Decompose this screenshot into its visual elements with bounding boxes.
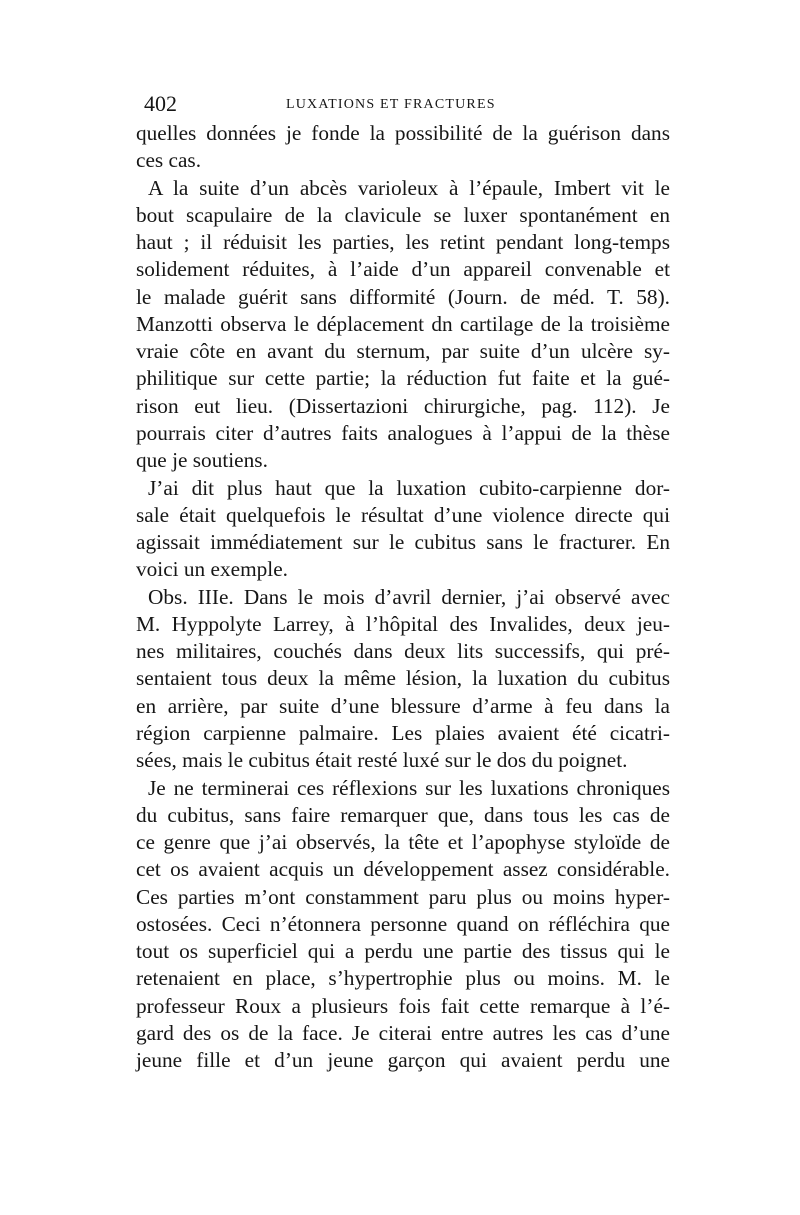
text-line: retenaient en place, s’hypertrophie plus ou moins. M. le (136, 966, 670, 990)
text-line: haut ; il réduisit les parties, les retint pendant long-temps (136, 230, 670, 254)
text-line: solidement réduites, à l’aide d’un appareil convenable et (136, 257, 670, 281)
text-line: pourrais citer d’autres faits analogues à l’appui de la thèse (136, 421, 670, 445)
text-line: sentaient tous deux la même lésion, la luxation du cubitus (136, 666, 670, 690)
text-line: sale était quelquefois le résultat d’une violence directe qui (136, 503, 670, 527)
text-line: nes militaires, couchés dans deux lits successifs, qui pré- (136, 639, 670, 663)
text-line: jeune fille et d’un jeune garçon qui avaient perdu une (136, 1048, 670, 1072)
text-line: voici un exemple. (136, 557, 288, 581)
text-line: du cubitus, sans faire remarquer que, dans tous les cas de (136, 803, 670, 827)
text-line: vraie côte en avant du sternum, par suite d’un ulcère sy- (136, 339, 670, 363)
text-line: que je soutiens. (136, 448, 268, 472)
text-line: sées, mais le cubitus était resté luxé sur le dos du poignet. (136, 748, 628, 772)
text-line: quelles données je fonde la possibilité de la guérison dans (136, 121, 670, 145)
text-line: Je ne terminerai ces réflexions sur les luxations chroniques (148, 776, 670, 800)
text-line: en arrière, par suite d’une blessure d’arme à feu dans la (136, 694, 670, 718)
text-line: ce genre que j’ai observés, la tête et l’apophyse styloïde de (136, 830, 670, 854)
page-number: 402 (144, 91, 177, 116)
text-line: bout scapulaire de la clavicule se luxer spontanément en (136, 203, 670, 227)
text-line: cet os avaient acquis un développement assez considérable. (136, 857, 670, 881)
text-line: tout os superficiel qui a perdu une partie des tissus qui le (136, 939, 670, 963)
running-title: LUXATIONS ET FRACTURES (286, 97, 496, 112)
text-line: professeur Roux a plusieurs fois fait cette remarque à l’é- (136, 994, 670, 1018)
text-line: Obs. IIIe. Dans le mois d’avril dernier, j’ai observé avec (148, 585, 670, 609)
text-line: A la suite d’un abcès varioleux à l’épaule, Imbert vit le (148, 176, 670, 200)
text-line: J’ai dit plus haut que la luxation cubito-carpienne dor- (148, 476, 670, 500)
text-line: agissait immédiatement sur le cubitus sans le fracturer. En (136, 530, 670, 554)
text-line: M. Hyppolyte Larrey, à l’hôpital des Invalides, deux jeu- (136, 612, 670, 636)
text-line: Ces parties m’ont constamment paru plus ou moins hyper- (136, 885, 670, 909)
text-line: le malade guérit sans difformité (Journ. de méd. T. 58). (136, 285, 670, 309)
text-line: région carpienne palmaire. Les plaies avaient été cicatri- (136, 721, 670, 745)
page-header (136, 92, 670, 116)
text-line: rison eut lieu. (Dissertazioni chirurgiche, pag. 112). Je (136, 394, 670, 418)
text-line: gard des os de la face. Je citerai entre autres les cas d’une (136, 1021, 670, 1045)
text-line: ces cas. (136, 148, 202, 172)
text-line: Manzotti observa le déplacement dn cartilage de la troisième (136, 312, 670, 336)
text-line: ostosées. Ceci n’étonnera personne quand on réfléchira que (136, 912, 670, 936)
text-line: philitique sur cette partie; la réduction fut faite et la gué- (136, 366, 670, 390)
